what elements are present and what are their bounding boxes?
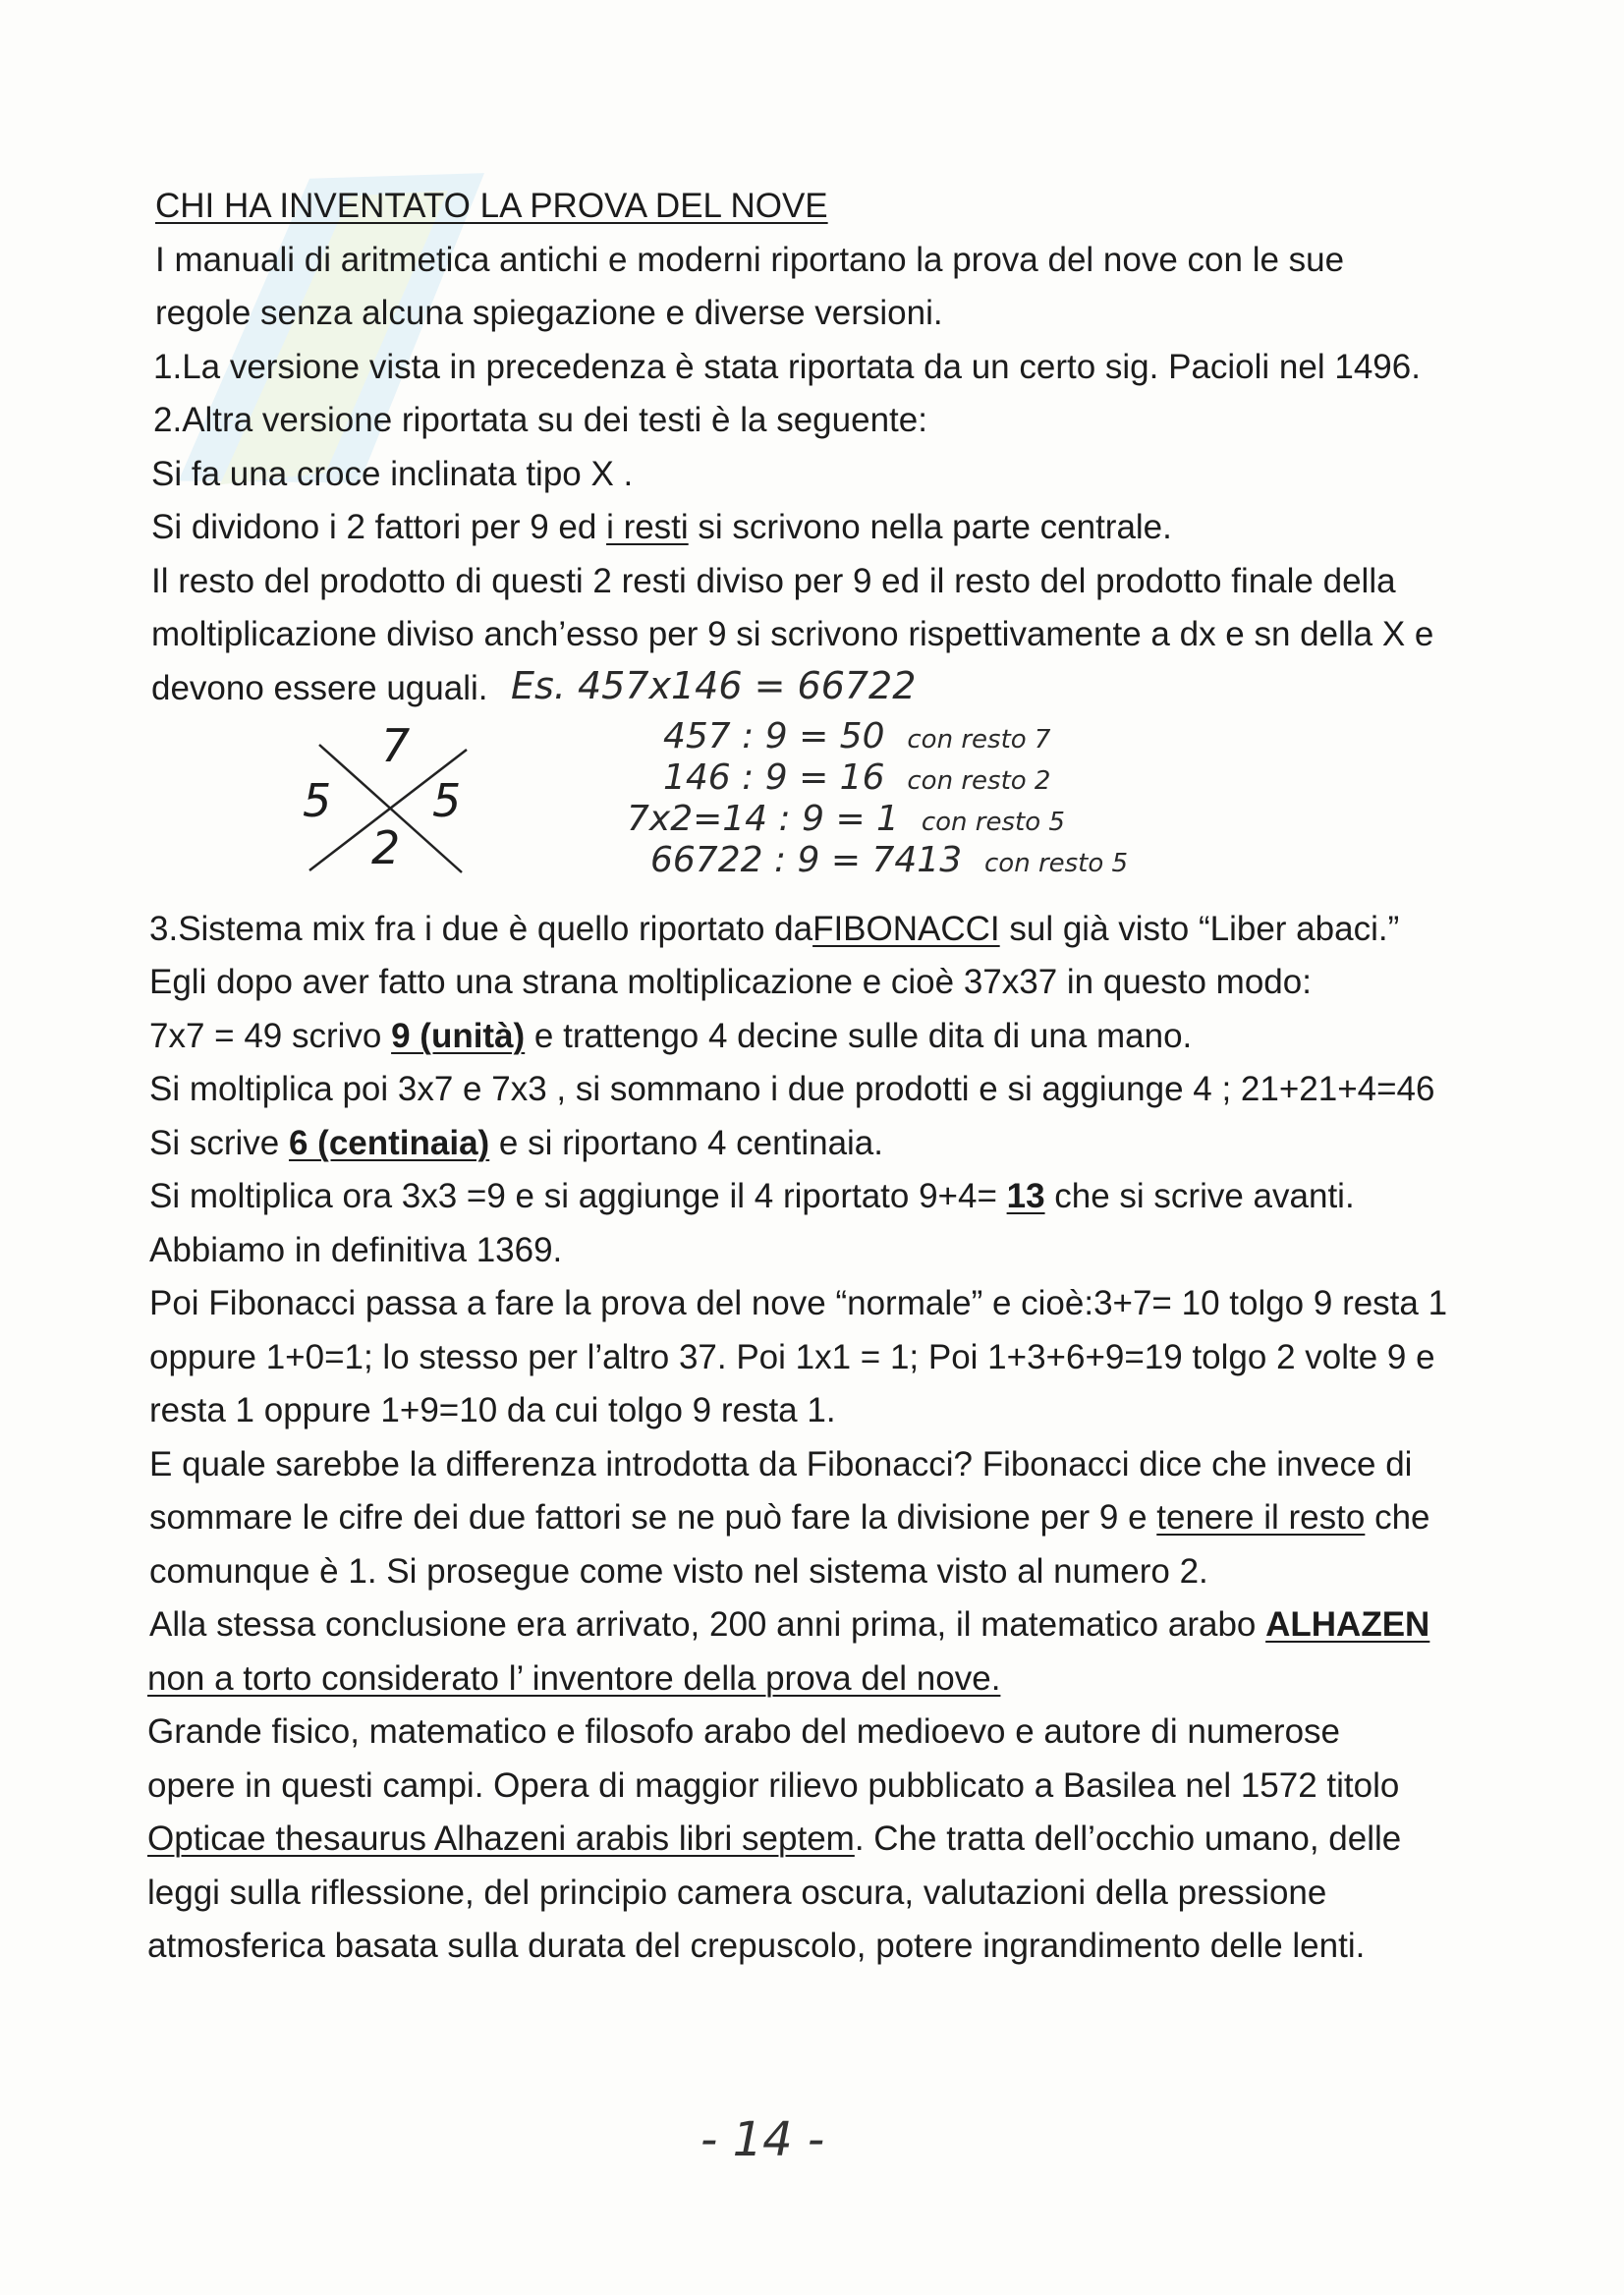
paragraph-line: Si dividono i 2 fattori per 9 ed i resti si scrivono nella parte centrale. xyxy=(151,508,1172,546)
paragraph-line: I manuali di aritmetica antichi e moderni riportano la prova del nove con le sue xyxy=(155,241,1345,279)
page-number: - 14 - xyxy=(700,2112,825,2167)
paragraph-line: sommare le cifre dei due fattori se ne può fare la divisione per 9 e tenere il resto che xyxy=(149,1498,1430,1537)
paragraph-line: resta 1 oppure 1+9=10 da cui tolgo 9 resta 1. xyxy=(149,1391,836,1429)
paragraph-line: devono essere uguali. xyxy=(151,669,488,707)
cross-bottom-value: 2 xyxy=(371,821,401,874)
paragraph-line: comunque è 1. Si prosegue come visto nel sistema visto al numero 2. xyxy=(149,1552,1208,1591)
paragraph-line: E quale sarebbe la differenza introdotta da Fibonacci? Fibonacci dice che invece di xyxy=(149,1445,1413,1483)
paragraph-line: Grande fisico, matematico e filosofo arabo del medioevo e autore di numerose xyxy=(147,1712,1340,1751)
paragraph-line: opere in questi campi. Opera di maggior rilievo pubblicato a Basilea nel 1572 titolo xyxy=(147,1766,1400,1805)
paragraph-line: moltiplicazione diviso anch’esso per 9 si scrivono rispettivamente a dx e sn della X e xyxy=(151,615,1434,653)
paragraph-line: non a torto considerato l’ inventore della prova del nove. xyxy=(147,1659,1001,1698)
paragraph-line: Abbiamo in definitiva 1369. xyxy=(149,1231,563,1269)
paragraph-line: Opticae thesaurus Alhazeni arabis libri septem. Che tratta dell’occhio umano, delle xyxy=(147,1819,1402,1858)
cross-right-value: 5 xyxy=(432,774,462,827)
calc-line-3: 7x2=14 : 9 = 1 con resto 5 xyxy=(627,799,1065,839)
paragraph-line: oppure 1+0=1; lo stesso per l’altro 37. Poi 1x1 = 1; Poi 1+3+6+9=19 tolgo 2 volte 9 e xyxy=(149,1338,1435,1376)
example-formula: Es. 457x146 = 66722 xyxy=(511,664,917,707)
paragraph-line: Poi Fibonacci passa a fare la prova del nove “normale” e cioè:3+7= 10 tolgo 9 resta 1 xyxy=(149,1284,1448,1322)
paragraph-line: Si scrive 6 (centinaia) e si riportano 4 centinaia. xyxy=(149,1124,883,1162)
page-title: CHI HA INVENTATO LA PROVA DEL NOVE xyxy=(155,187,828,225)
paragraph-line: regole senza alcuna spiegazione e diverse versioni. xyxy=(155,294,943,332)
paragraph-line: 7x7 = 49 scrivo 9 (unità) e trattengo 4 decine sulle dita di una mano. xyxy=(149,1017,1193,1055)
calc-line-2: 146 : 9 = 16 con resto 2 xyxy=(663,757,1051,798)
list-item-1: 1.La versione vista in precedenza è stata riportata da un certo sig. Pacioli nel 1496. xyxy=(153,348,1421,386)
list-item-3: 3.Sistema mix fra i due è quello riportato daFIBONACCI sul già visto “Liber abaci.” xyxy=(149,910,1400,948)
calc-line-4: 66722 : 9 = 7413 con resto 5 xyxy=(650,840,1129,880)
cross-diagram xyxy=(295,719,481,882)
calc-line-1: 457 : 9 = 50 con resto 7 xyxy=(663,716,1051,756)
paragraph-line: Alla stessa conclusione era arrivato, 200 anni prima, il matematico arabo ALHAZEN xyxy=(149,1605,1430,1644)
paragraph-line: Si fa una croce inclinata tipo X . xyxy=(151,455,634,493)
paragraph-line: Si moltiplica ora 3x3 =9 e si aggiunge il 4 riportato 9+4= 13 che si scrive avanti. xyxy=(149,1177,1355,1215)
cross-top-value: 7 xyxy=(381,719,411,772)
paragraph-line: leggi sulla riflessione, del principio camera oscura, valutazioni della pressione xyxy=(147,1874,1327,1912)
cross-left-value: 5 xyxy=(303,774,332,827)
paragraph-line: Egli dopo aver fatto una strana moltiplicazione e cioè 37x37 in questo modo: xyxy=(149,963,1312,1001)
paragraph-line: Si moltiplica poi 3x7 e 7x3 , si sommano i due prodotti e si aggiunge 4 ; 21+21+4=46 xyxy=(149,1070,1435,1108)
paragraph-line: Il resto del prodotto di questi 2 resti diviso per 9 ed il resto del prodotto finale della xyxy=(151,562,1396,600)
list-item-2: 2.Altra versione riportata su dei testi è la seguente: xyxy=(153,401,927,439)
paragraph-line: atmosferica basata sulla durata del crepuscolo, potere ingrandimento delle lenti. xyxy=(147,1927,1366,1965)
